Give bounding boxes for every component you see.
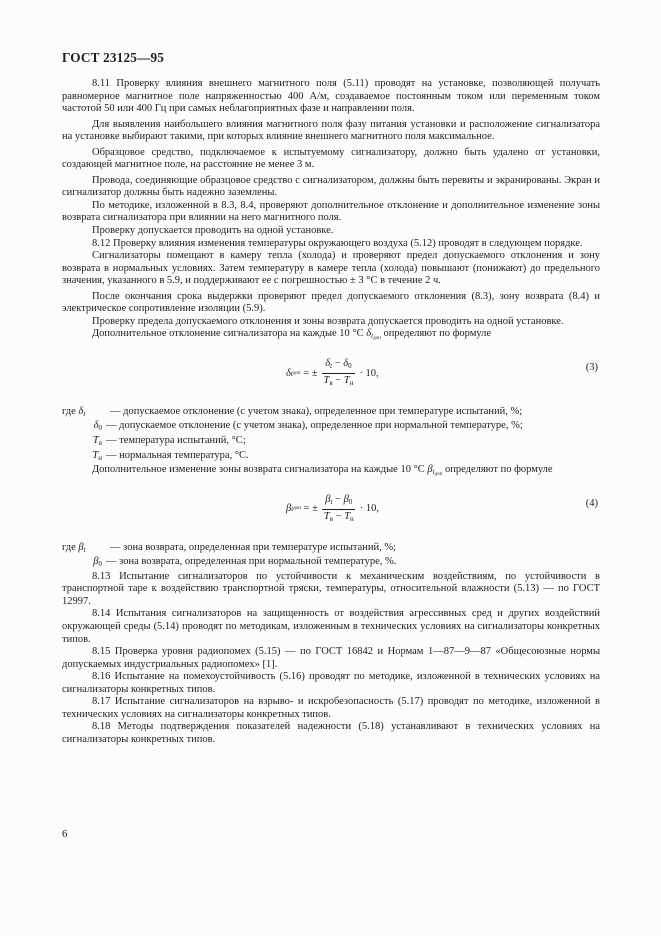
- definition-row: $T_н$ — нормальная температура, °С.: [92, 449, 249, 462]
- definition-row: $\delta_0$ — допускаемое отклонение (с учетом знака), определенное при нормальной температуре, %;: [93, 420, 523, 433]
- formula-4-fraction: $\frac{\beta_t - \beta_0}{T_в - T_н}$: [323, 493, 354, 524]
- definition-row: где $\delta_t$ — допускаемое отклонение (с учетом знака), определенное при температуре испытаний, %;: [62, 405, 523, 418]
- formula-3-definitions: [62, 406, 600, 464]
- paragraph: 8.12 Проверку влияния изменения температуры окружающего воздуха (5.12) проводят в следующем порядке.: [92, 237, 583, 249]
- paragraph: Проверку предела допускаемого отклонения и зоны возврата допускается проводить на одной установке.: [92, 315, 564, 327]
- formula-4-number: (4): [585, 497, 598, 509]
- paragraph: Для выявления наибольшего влияния магнитного поля фазу питания установки и расположение сигнализатора на установке выбирают такими, при которых влияние внешнего магнитного поля максимальное.: [62, 118, 600, 143]
- paragraph: Образцовое средство, подключаемое к испытуемому сигнализатору, должно быть удалено от установки, создающей магнитное поле, на расстояние не менее 3 м.: [62, 146, 600, 171]
- definition-row: $T_в$ — температура испытаний, °С;: [92, 435, 246, 448]
- paragraph: 8.15 Проверка уровня радиопомех (5.15) — по ГОСТ 16842 и Нормам 1—87—9—87 «Общесоюзные нормы допускаемых индустриальных радиопомех» [1].: [62, 646, 600, 670]
- formula-3-expression: δ t доп = ± $\frac{\delta_t - \delta_0}{T_в - T_н}$ · 10,: [286, 358, 379, 390]
- formula-4: [62, 490, 600, 532]
- paragraph: 8.18 Методы подтверждения показателей надежности (5.18) устанавливают в технических условиях на сигнализаторы конкретных типов.: [62, 721, 600, 745]
- formula-3-intro: Дополнительное отклонение сигнализатора на каждые 10 °С $\delta_{tдоп}$ определяют по формуле: [92, 328, 492, 342]
- paragraph: По методике, изложенной в 8.3, 8.4, проверяют дополнительное отклонение и дополнительное изменение зоны возврата сигнализатора при влиянии на него магнитного поля.: [62, 199, 600, 224]
- paragraph: 8.11 Проверку влияния внешнего магнитного поля (5.11) проводят на установке, позволяющей получать равномерное магнитное поле напряженностью 400 А/м, создаваемое постоянным током или переменным током частотой 50 или 400 Гц при самых неблагоприятных фазе и направлении поля.: [62, 78, 600, 115]
- paragraph: Провода, соединяющие образцовое средство с сигнализатором, должны быть перевиты и экранированы. Экран и сигнализатор должны быть надежно заземлены.: [62, 174, 600, 199]
- page-number: 6: [62, 828, 68, 840]
- paragraph: 8.14 Испытания сигнализаторов на защищенность от воздействия агрессивных сред и других воздействий окружающей среды (5.14) проводят по методикам, изложенным в технических условиях на сигнализаторы конкретных типов.: [62, 608, 600, 645]
- paragraph: 8.16 Испытание на помехоустойчивость (5.16) проводят по методике, изложенной в технических условиях на сигнализаторы конкретных типов.: [62, 671, 600, 695]
- formula-3-number: (3): [585, 361, 598, 373]
- formula-3-fraction: $\frac{\delta_t - \delta_0}{T_в - T_н}$: [323, 357, 354, 388]
- paragraph: После окончания срока выдержки проверяют предел допускаемого отклонения (8.3), зону возврата (8.4) и электрическое сопротивление изоляции (5.9).: [62, 290, 600, 315]
- definition-row: где $\beta_t$ — зона возврата, определенная при температуре испытаний, %;: [62, 541, 397, 554]
- formula-3: [62, 354, 600, 396]
- formula-4-intro: Дополнительное изменение зоны возврата сигнализатора на каждые 10 °С $\beta_{tдоп}$ определяют по формуле: [92, 464, 553, 478]
- formula-4-definitions: [62, 542, 600, 571]
- document-body: [62, 78, 600, 746]
- paragraph: 8.13 Испытание сигнализаторов по устойчивости к механическим воздействиям, по устойчивости в транспортной таре к воздействию транспортной тряски, температуры, относительной влажности (5.13) — по ГОСТ 12997.: [62, 570, 600, 607]
- paragraph: Проверку допускается проводить на одной установке.: [92, 225, 334, 237]
- paragraph: Сигнализаторы помещают в камеру тепла (холода) и проверяют предел допускаемого отклонения и зону возврата в нормальных условиях. Затем температуру в камере тепла (холода) повышают (понижают) до предельного значения, указанного в 5.9, и поддерживают ее с погрешностью ± 3 °С в течение 2 ч.: [62, 250, 600, 287]
- page-header-title: ГОСТ 23125—95: [62, 50, 165, 65]
- paragraph: 8.17 Испытание сигнализаторов на взрыво- и искробезопасность (5.17) проводят по методике, изложенной в технических условиях на сигнализаторы конкретных типов.: [62, 696, 600, 720]
- formula-4-expression: β t доп = ± $\frac{\beta_t - \beta_0}{T_в - T_н}$ · 10,: [286, 494, 379, 526]
- definition-row: $\beta_0$ — зона возврата, определенная при нормальной температуре, %.: [93, 556, 397, 569]
